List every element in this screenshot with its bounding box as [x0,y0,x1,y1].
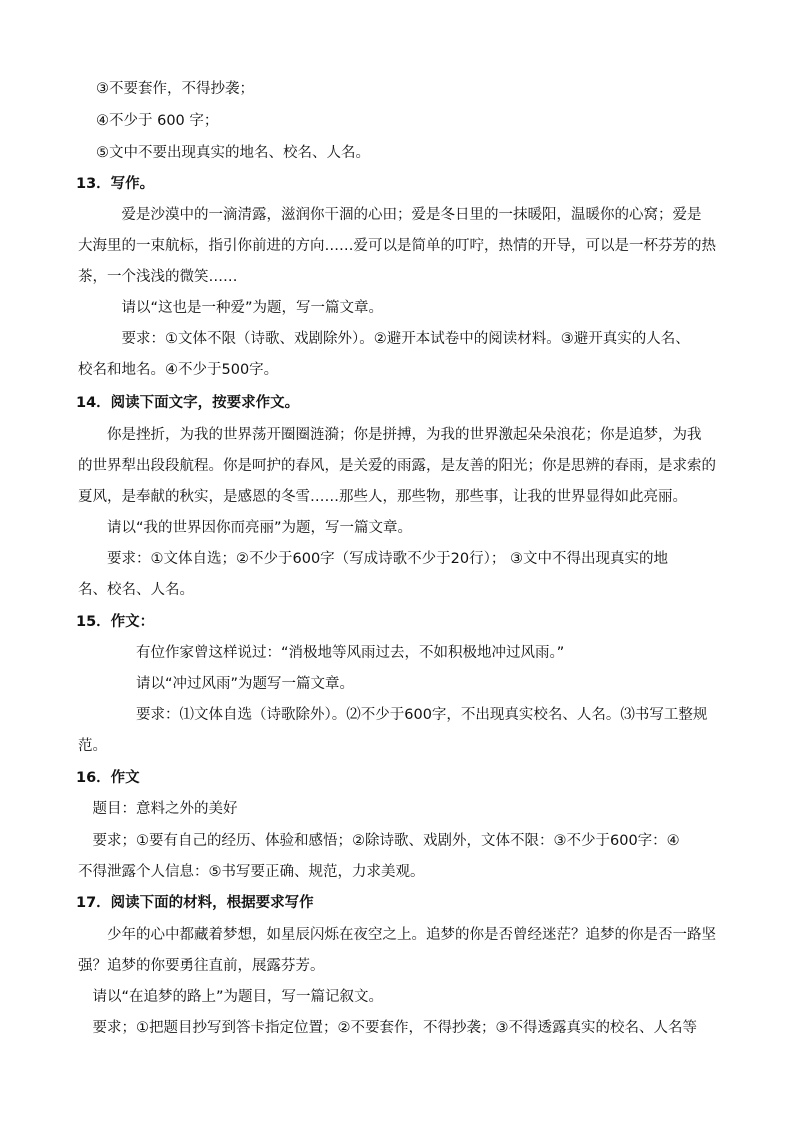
requirement-4: ④不少于 600 字； [96,113,219,129]
requirement-3: ③不要套作，不得抄袭； [96,81,254,97]
question-14-paragraph-line: 的世界犁出段段航程。你是呵护的春风，是关爱的雨露，是友善的阳光；你是思辨的春雨，是求索的 [78,458,716,474]
question-16-title: 16．作文 [76,770,140,786]
requirement-5: ⑤文中不要出现真实的地名、校名、人名。 [96,145,370,161]
question-16-requirements: 要求；①要有自己的经历、体验和感悟；②除诗歌、戏剧外，文体不限：③不少于600字：④ [78,833,680,849]
question-14-title: 14．阅读下面文字，按要求作文。 [76,395,300,411]
question-13-requirements: 校名和地名。④不少于500字。 [78,362,279,378]
question-16-requirements: 不得泄露个人信息：⑤书写要正确、规范，力求美观。 [78,864,425,880]
question-16-topic: 题目：意料之外的美好 [78,801,238,817]
question-17-prompt: 请以“在追梦的路上”为题目，写一篇记叙文。 [78,989,384,1005]
question-15-prompt: 请以“冲过风雨”为题写一篇文章。 [78,676,355,692]
question-15-quote: 有位作家曾这样说过：“消极地等风雨过去，不如积极地冲过风雨。” [78,645,565,661]
question-13-requirements: 要求：①文体不限（诗歌、戏剧除外）。②避开本试卷中的阅读材料。③避开真实的人名、 [78,331,690,347]
question-14-prompt: 请以“我的世界因你而亮丽”为题，写一篇文章。 [78,520,413,536]
question-15-requirements: 要求：⑴文体自选（诗歌除外）。⑵不少于600字，不出现真实校名、人名。⑶书写工整规 [78,707,708,723]
question-14-paragraph-line: 你是挫折，为我的世界荡开圈圈涟漪；你是拼搏，为我的世界激起朵朵浪花；你是追梦，为我 [78,427,702,443]
question-14-paragraph-line: 夏风，是奉献的秋实，是感恩的冬雪……那些人，那些物，那些事，让我的世界显得如此亮丽。 [78,489,687,505]
question-14-requirements: 名、校名、人名。 [78,582,194,598]
question-13-paragraph-line: 大海里的一束航标，指引你前进的方向……爱可以是简单的叮咛，热情的开导，可以是一杯芬芳的热 [78,238,716,254]
question-17-title: 17．阅读下面的材料，根据要求写作 [76,895,314,911]
question-17-paragraph-line: 强？追梦的你要勇往直前，展露芬芳。 [78,958,325,974]
question-13-paragraph-line: 茶，一个浅浅的微笑…… [78,269,238,285]
question-13-paragraph-line: 爱是沙漠中的一滴清露，滋润你干涸的心田；爱是冬日里的一抹暖阳，温暖你的心窝；爱是 [78,207,702,223]
question-13-title: 13．写作。 [76,176,155,192]
question-17-paragraph-line: 少年的心中都藏着梦想，如星辰闪烁在夜空之上。追梦的你是否曾经迷茫？追梦的你是否一路坚 [78,927,716,943]
question-17-requirements: 要求；①把题目抄写到答卡指定位置；②不要套作，不得抄袭；③不得透露真实的校名、人名等 [78,1020,697,1036]
question-14-requirements: 要求：①文体自选；②不少于600字（写成诗歌不少于20行）； ③文中不得出现真实的地 [78,551,668,567]
question-13-prompt: 请以“这也是一种爱”为题，写一篇文章。 [78,300,384,316]
question-15-requirements: 范。 [78,738,107,754]
question-15-title: 15．作文： [76,614,155,630]
